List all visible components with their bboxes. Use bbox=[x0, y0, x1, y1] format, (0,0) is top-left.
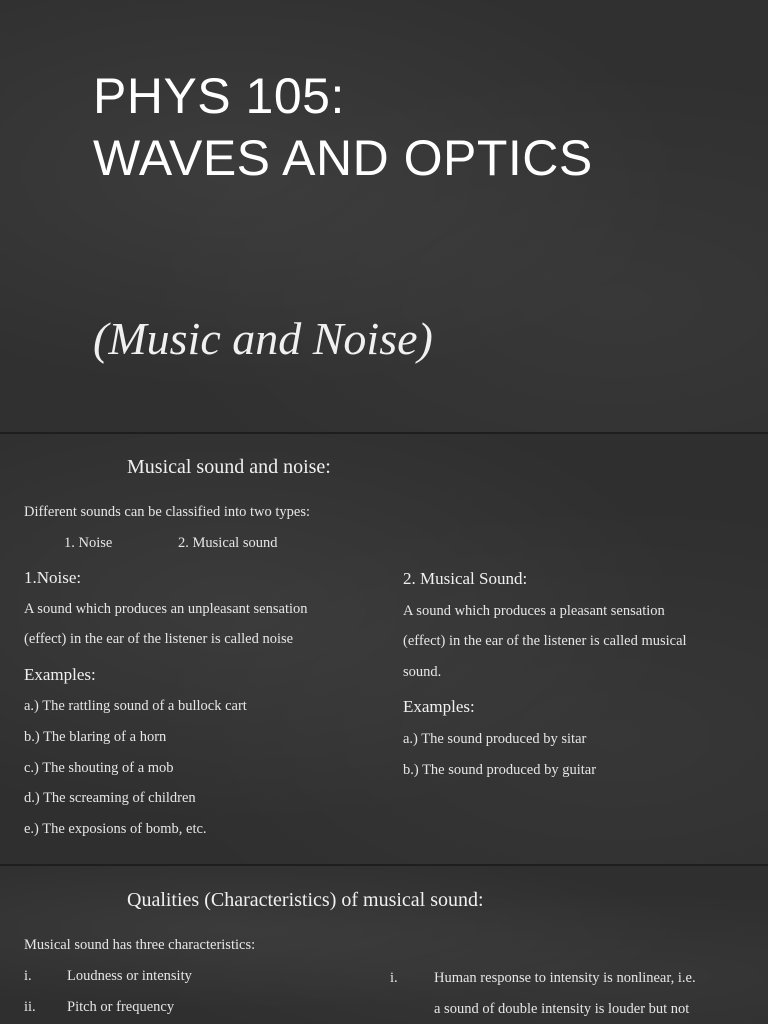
list-number: ii. bbox=[24, 999, 36, 1015]
list-item: Pitch or frequency bbox=[67, 999, 175, 1015]
musical-definition-line: A sound which produces a pleasant sensation bbox=[403, 603, 665, 619]
noise-example: c.) The shouting of a mob bbox=[24, 760, 174, 776]
slide-heading: Musical sound and noise: bbox=[127, 456, 331, 478]
noise-example: d.) The screaming of children bbox=[24, 790, 196, 806]
musical-definition-line: (effect) in the ear of the listener is called musical bbox=[403, 633, 687, 649]
intro-text: Musical sound has three characteristics: bbox=[24, 937, 256, 953]
musical-definition-line: sound. bbox=[403, 664, 442, 680]
list-item: Loudness or intensity bbox=[67, 968, 192, 984]
musical-example: b.) The sound produced by guitar bbox=[403, 762, 597, 778]
intro-text: Different sounds can be classified into two types: bbox=[24, 504, 311, 520]
list-number: i. bbox=[24, 968, 32, 984]
type-musical: 2. Musical sound bbox=[178, 535, 278, 551]
explanation-line: a sound of double intensity is louder but not bbox=[434, 1001, 690, 1017]
noise-examples-label: Examples: bbox=[24, 665, 96, 684]
list-number: i. bbox=[390, 970, 398, 986]
noise-example: e.) The exposions of bomb, etc. bbox=[24, 821, 207, 837]
musical-examples-label: Examples: bbox=[403, 697, 475, 716]
course-code: PHYS 105: bbox=[93, 68, 345, 124]
noise-example: b.) The blaring of a horn bbox=[24, 729, 167, 745]
explanation-line: Human response to intensity is nonlinear, i.e. bbox=[434, 970, 696, 986]
musical-sound-and-noise-slide bbox=[0, 434, 768, 864]
qualities-slide bbox=[0, 866, 768, 1024]
slide-heading: Qualities (Characteristics) of musical sound: bbox=[127, 889, 484, 911]
noise-definition-line: (effect) in the ear of the listener is called noise bbox=[24, 631, 294, 647]
slide-subtitle: (Music and Noise) bbox=[93, 313, 433, 364]
musical-heading: 2. Musical Sound: bbox=[403, 569, 528, 588]
noise-heading: 1.Noise: bbox=[24, 568, 82, 587]
type-noise: 1. Noise bbox=[64, 535, 113, 551]
noise-example: a.) The rattling sound of a bullock cart bbox=[24, 698, 247, 714]
course-title: WAVES AND OPTICS bbox=[93, 130, 593, 186]
title-slide bbox=[0, 0, 768, 432]
noise-definition-line: A sound which produces an unpleasant sensation bbox=[24, 601, 308, 617]
musical-example: a.) The sound produced by sitar bbox=[403, 731, 587, 747]
